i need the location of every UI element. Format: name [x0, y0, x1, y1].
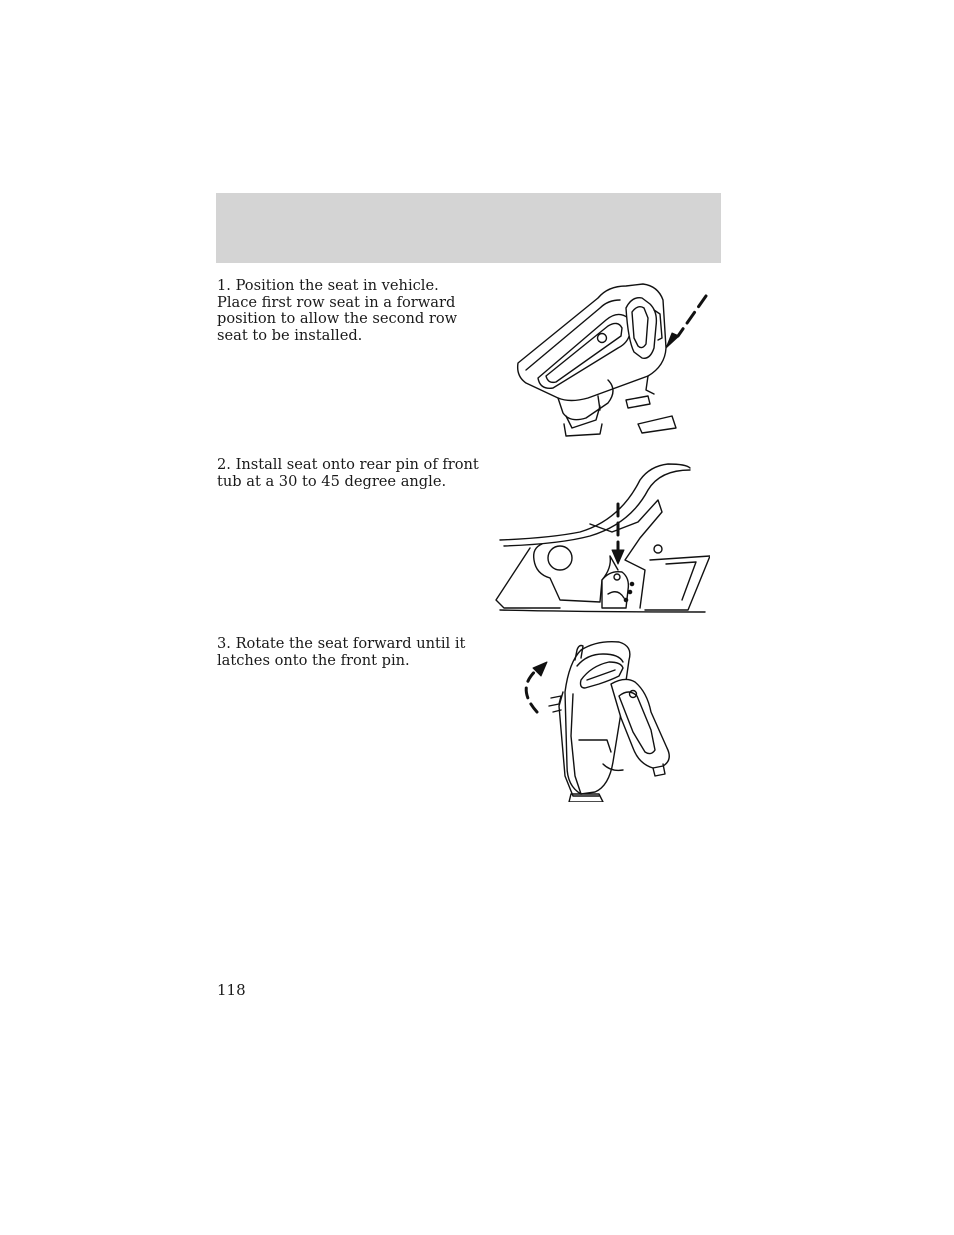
step-1-text: 1. Position the seat in vehicle. Place first row seat in a forward position to allow the second row seat to be installed.	[217, 277, 458, 344]
step-3-text: 3. Rotate the seat forward until it latches onto the front pin.	[217, 635, 466, 669]
step-2-text: 2. Install seat onto rear pin of front tub at a 30 to 45 degree angle.	[217, 456, 479, 490]
seat-rotate-forward-illustration	[515, 636, 685, 802]
page-number: 118	[217, 981, 246, 999]
section-header-band	[216, 193, 721, 263]
seat-rear-pin-illustration	[490, 460, 710, 618]
seat-forward-position-illustration	[508, 278, 723, 440]
